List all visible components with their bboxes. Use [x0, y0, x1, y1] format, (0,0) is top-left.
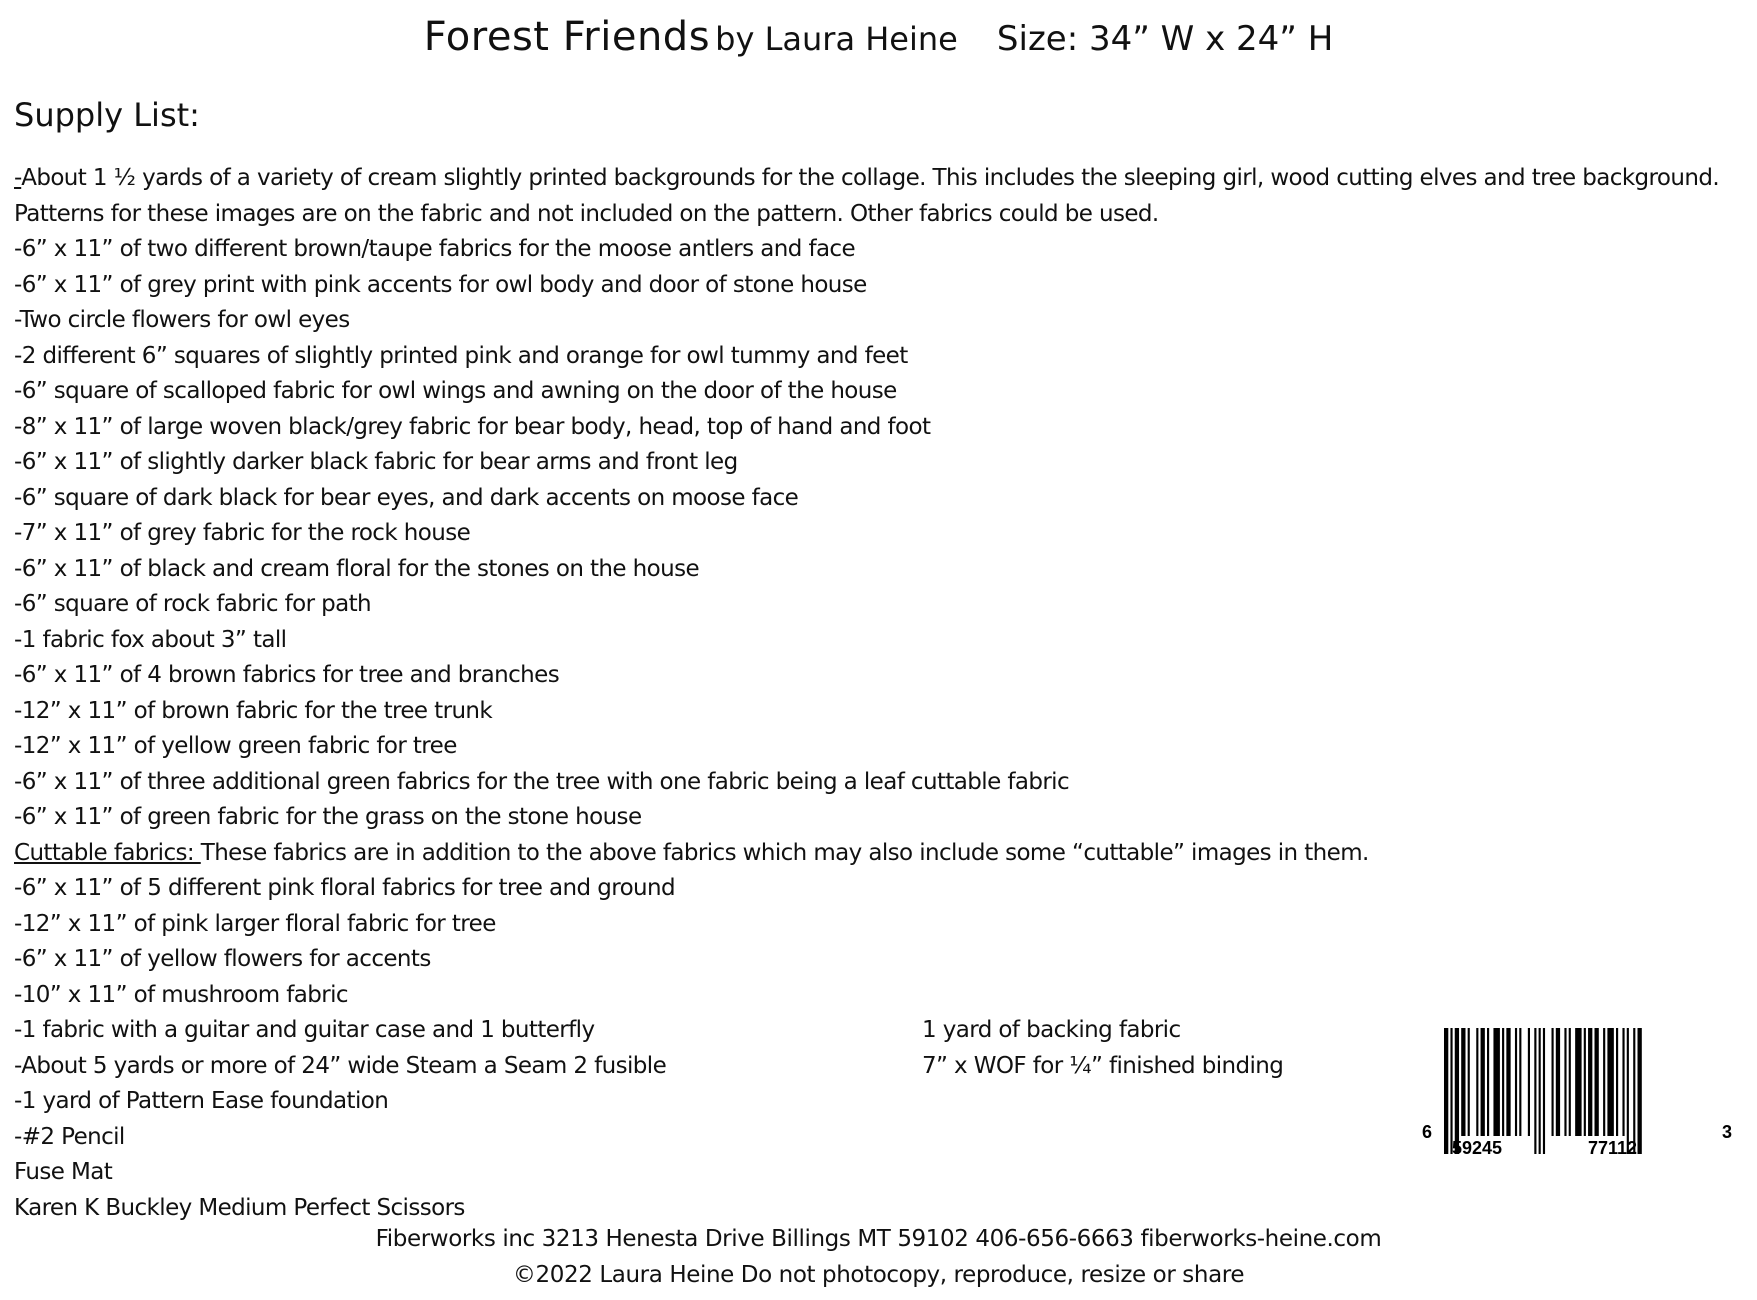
intro-paragraph — [14, 161, 1754, 232]
barcode-bar — [1552, 1028, 1554, 1136]
fabric-item: -6” x 11” of 4 brown fabrics for tree and branches — [14, 662, 560, 688]
fabric-item: -2 different 6” squares of slightly printed pink and orange for owl tummy and feet — [14, 342, 908, 369]
footer-contact: Fiberworks inc 3213 Henesta Drive Billings MT 59102 406-656-6663 fiberworks-heine.com — [375, 1226, 1382, 1252]
fabric-item: -6” x 11” of three additional green fabrics for the tree with one fabric being a leaf cuttable fabric — [14, 768, 1070, 795]
barcode-bar — [1534, 1028, 1536, 1154]
barcode-check-digit: 3 — [1722, 1122, 1733, 1142]
barcode-bar — [1569, 1028, 1571, 1136]
barcode-bar — [1502, 1028, 1504, 1136]
fabric-item: -Two circle flowers for owl eyes — [14, 307, 350, 333]
fabric-item: -1 fabric fox about 3” tall — [14, 626, 287, 653]
barcode-bar — [1638, 1028, 1642, 1154]
intro-dash: - — [14, 165, 22, 191]
fabric-item: -12” x 11” of brown fabric for the tree trunk — [14, 697, 493, 724]
barcode-bar — [1575, 1028, 1581, 1136]
fabric-items — [14, 232, 1754, 836]
upc-barcode — [1418, 1026, 1738, 1156]
extra-supplies — [922, 1013, 1283, 1084]
cuttable-item: Karen K Buckley Medium Perfect Scissors — [14, 1194, 465, 1221]
pattern-size: Size: 34” W x 24” H — [996, 19, 1334, 59]
barcode-bar — [1487, 1028, 1489, 1136]
fabric-item: -12” x 11” of yellow green fabric for tree — [14, 733, 457, 759]
fabric-item: -6” x 11” of slightly darker black fabric for bear arms and front leg — [14, 449, 738, 475]
barcode-bar — [1622, 1028, 1624, 1136]
barcode-lead-digit: 6 — [1422, 1122, 1433, 1142]
barcode-bar — [1543, 1028, 1545, 1154]
fabric-item: -6” square of scalloped fabric for owl wings and awning on the door of the house — [14, 378, 897, 404]
fabric-item: -8” x 11” of large woven black/grey fabric for bear body, head, top of hand and foot — [14, 413, 931, 440]
intro-text: About 1 ½ yards of a variety of cream slightly printed backgrounds for the collage. This includes the sleeping girl, wood cutting elves and tree background. Patterns for these images are on the fabric and not included on the pattern. Other fabrics could be used. — [14, 165, 1720, 227]
barcode-group-1: 59245 — [1452, 1138, 1503, 1156]
barcode-bar — [1493, 1028, 1499, 1136]
barcode-bar — [1468, 1028, 1470, 1136]
pattern-title: Forest Friends — [423, 14, 711, 60]
barcode-bar — [1444, 1028, 1448, 1154]
barcode-bar — [1506, 1028, 1510, 1136]
barcode-bars — [1444, 1028, 1642, 1154]
barcode-group-2: 77112 — [1588, 1138, 1638, 1156]
extra-item-backing: 1 yard of backing fabric — [922, 1017, 1181, 1043]
barcode-bar — [1633, 1028, 1635, 1154]
barcode-bar — [1616, 1028, 1618, 1136]
barcode-bar — [1584, 1028, 1586, 1136]
fabric-item: -6” x 11” of grey print with pink accents for owl body and door of stone house — [14, 271, 867, 298]
cuttable-item: -6” x 11” of 5 different pink floral fabrics for tree and ground — [14, 875, 676, 901]
barcode-bar — [1461, 1028, 1465, 1136]
fabric-item: -6” x 11” of black and cream floral for the stones on the house — [14, 555, 700, 582]
barcode-bar — [1539, 1028, 1541, 1154]
cuttable-label: Cuttable fabrics: — [14, 839, 201, 866]
supply-list-heading: Supply List: — [14, 96, 200, 134]
cuttable-item: -6” x 11” of yellow flowers for accents — [14, 946, 431, 972]
fabric-item: -6” square of dark black for bear eyes, and dark accents on moose face — [14, 484, 799, 511]
barcode-bar — [1556, 1028, 1560, 1136]
fabric-item: -7” x 11” of grey fabric for the rock house — [14, 520, 471, 546]
cuttable-item: -#2 Pencil — [14, 1123, 125, 1150]
barcode-bar — [1519, 1028, 1521, 1136]
fabric-item: -6” square of rock fabric for path — [14, 591, 372, 617]
extra-item-binding: 7” x WOF for ¼” finished binding — [922, 1052, 1284, 1079]
page-title — [0, 14, 1757, 60]
cuttable-item: -12” x 11” of pink larger floral fabric for tree — [14, 910, 496, 937]
footer-copyright: ©2022 Laura Heine Do not photocopy, reproduce, resize or share — [512, 1262, 1245, 1288]
barcode-bar — [1515, 1028, 1517, 1136]
fabric-item: -6” x 11” of two different brown/taupe fabrics for the moose antlers and face — [14, 236, 856, 262]
barcode-bar — [1450, 1028, 1452, 1154]
cuttable-item: -About 5 yards or more of 24” wide Steam a Seam 2 fusible — [14, 1052, 667, 1079]
barcode-bar — [1607, 1028, 1613, 1136]
fabric-item: -6” x 11” of green fabric for the grass on the stone house — [14, 804, 642, 830]
cuttable-item: -1 fabric with a guitar and guitar case and 1 butterfly — [14, 1017, 595, 1043]
cuttable-item: -10” x 11” of mushroom fabric — [14, 981, 348, 1008]
barcode-bar — [1481, 1028, 1485, 1136]
barcode-bar — [1595, 1028, 1599, 1136]
barcode-bar — [1603, 1028, 1605, 1136]
pattern-author: by Laura Heine — [715, 20, 958, 58]
barcode-bar — [1528, 1028, 1530, 1136]
barcode-bar — [1476, 1028, 1478, 1136]
barcode-bar — [1627, 1028, 1629, 1154]
cuttable-intro — [14, 836, 1754, 872]
cuttable-item: -1 yard of Pattern Ease foundation — [14, 1088, 389, 1114]
barcode-bar — [1455, 1028, 1459, 1154]
cuttable-text: These fabrics are in addition to the above fabrics which may also include some “cuttable” images in them. — [200, 839, 1369, 866]
barcode-bar — [1588, 1028, 1592, 1136]
barcode-bar — [1564, 1028, 1566, 1136]
cuttable-item: Fuse Mat — [14, 1159, 113, 1185]
